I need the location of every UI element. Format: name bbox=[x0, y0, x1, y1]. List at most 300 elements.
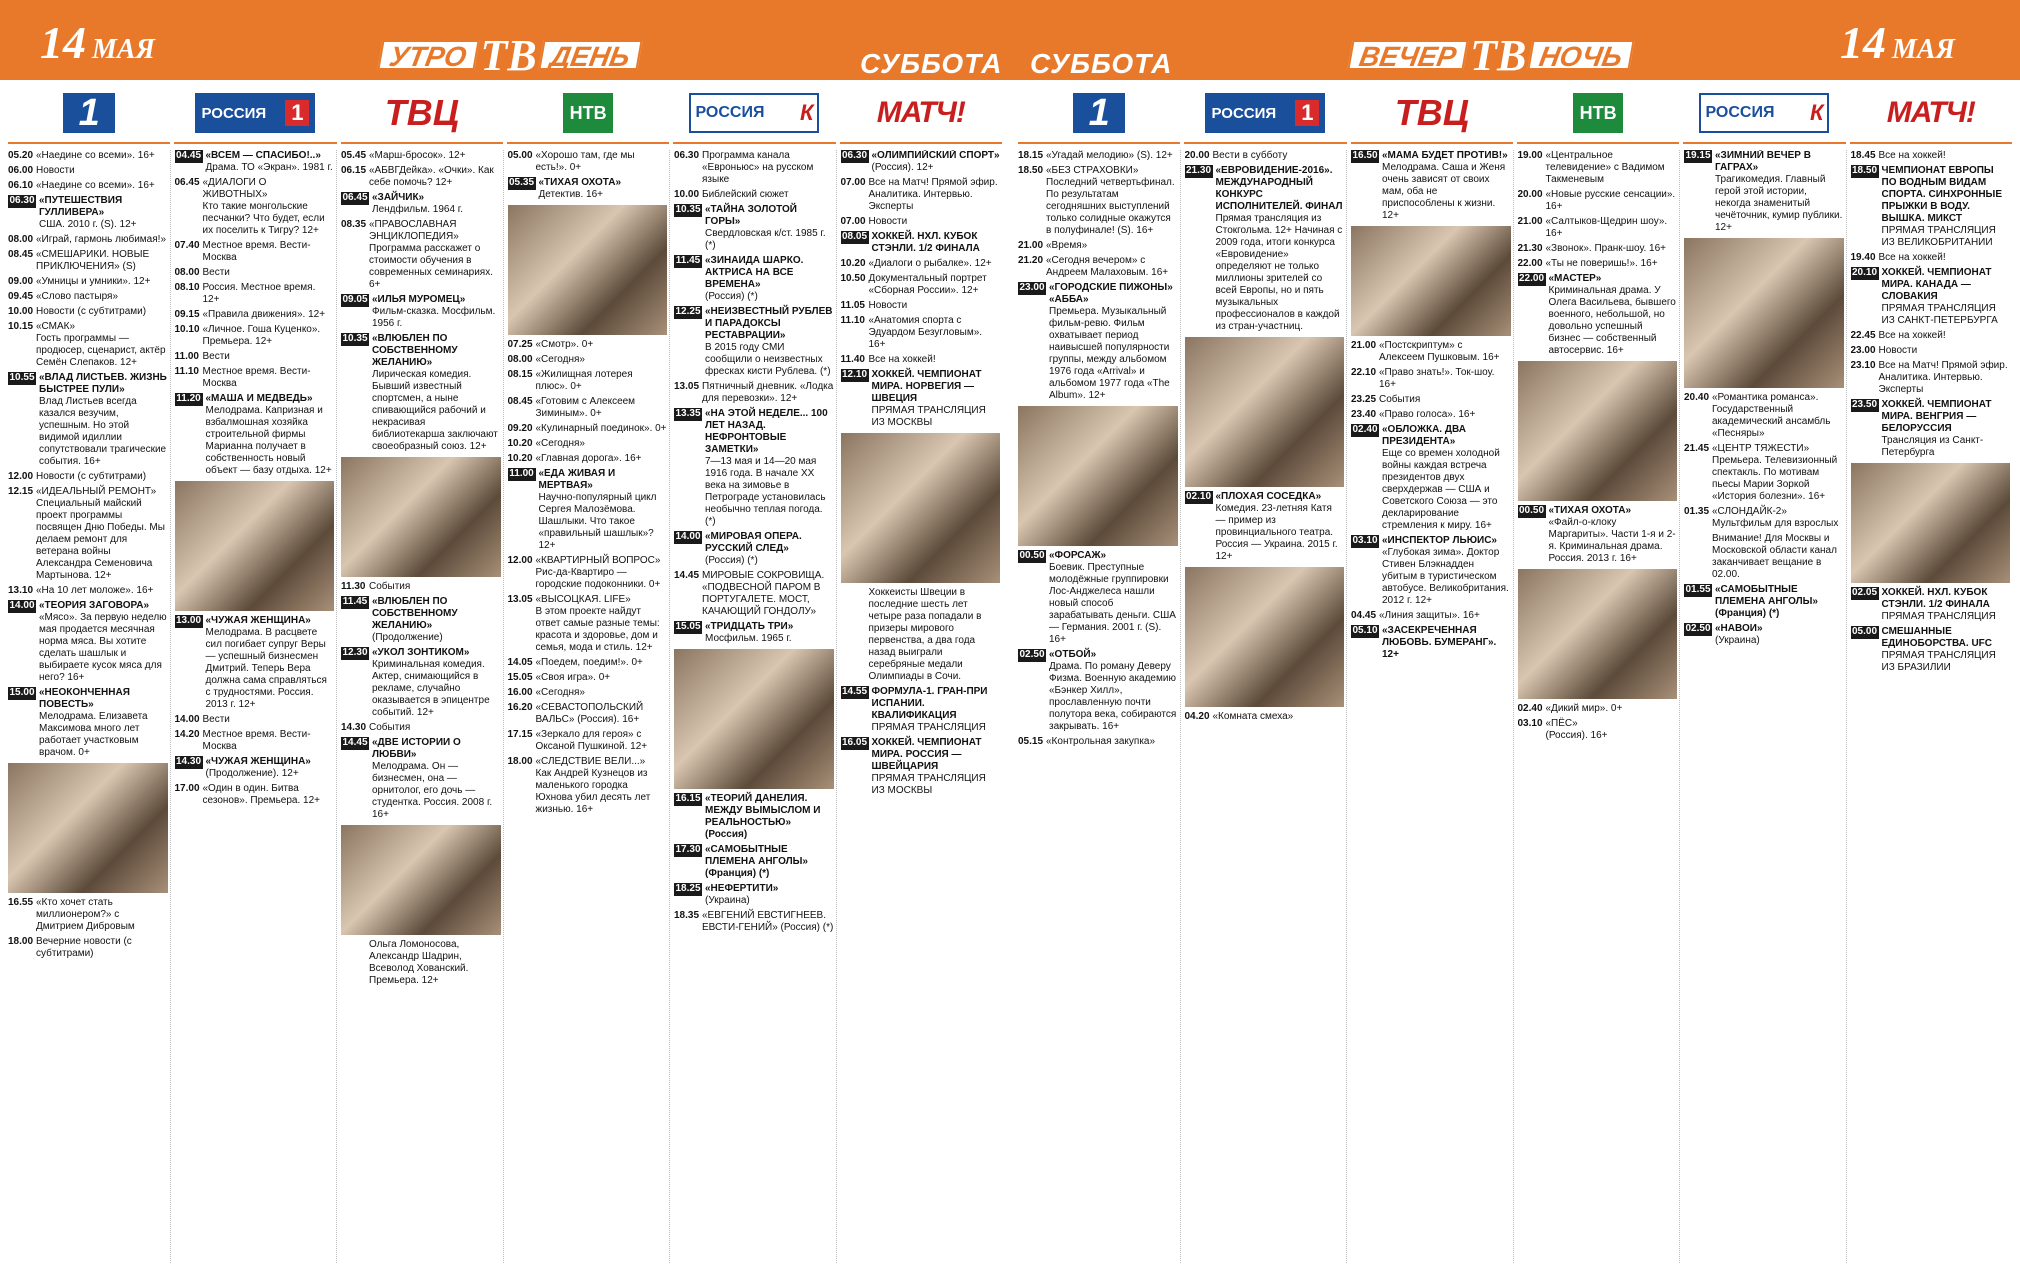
program-title: «НЕОКОНЧЕННАЯ ПОВЕСТЬ» bbox=[39, 687, 130, 710]
program-time: 11.10 bbox=[174, 366, 199, 377]
program-entry bbox=[8, 150, 168, 162]
program-title: «СЕВАСТОПОЛЬСКИЙ ВАЛЬС» (Россия). 16+ bbox=[535, 702, 644, 725]
program-title: Вести bbox=[202, 351, 230, 362]
program-entry bbox=[1018, 736, 1178, 748]
program-title: «Личное. Гоша Куценко». Премьера. 12+ bbox=[202, 324, 321, 347]
program-description: 7—13 мая и 14—20 мая 1916 года. В начале XX века на зимовье в Петрограде установилась необычно теплая погода. (*) bbox=[705, 456, 826, 527]
weekday: СУББОТА bbox=[1030, 48, 1173, 79]
program-info bbox=[36, 321, 168, 369]
program-time: 14.30 bbox=[175, 756, 202, 767]
program-description: Свердловская к/ст. 1985 г. (*) bbox=[705, 228, 826, 251]
program-photo bbox=[1684, 238, 1844, 388]
program-time: 06.15 bbox=[341, 165, 367, 176]
program-description: (Россия) (*) bbox=[705, 291, 758, 302]
program-info bbox=[1715, 584, 1844, 620]
program-time: 09.05 bbox=[342, 294, 368, 305]
program-entry bbox=[841, 300, 1001, 312]
program-description: Прямая трансляция из Стокгольма. 12+ Начиная с 2009 года, итоги конкурса «Евровидение» определяют не только миллионы зрителей со всей Европы, но и пять музыкальных профессионалов в каждой из стран-участниц. bbox=[1215, 213, 1343, 332]
program-title: Внимание! Для Москвы и Московской области канал заканчивает вещание в 02.00. bbox=[1712, 533, 1837, 580]
program-info bbox=[1712, 533, 1844, 581]
program-info bbox=[36, 150, 168, 162]
program-time: 14.20 bbox=[174, 729, 200, 740]
program-time: 11.00 bbox=[174, 351, 199, 362]
program-entry bbox=[341, 939, 501, 987]
program-title: «Ты не поверишь!». 16+ bbox=[1545, 258, 1658, 269]
program-photo bbox=[508, 205, 668, 335]
program-entry bbox=[1185, 165, 1345, 333]
program-entry bbox=[841, 686, 1001, 734]
program-info bbox=[1882, 165, 2011, 249]
program-entry bbox=[1518, 216, 1678, 240]
program-photo bbox=[674, 649, 834, 789]
program-entry bbox=[674, 793, 834, 841]
program-title: ХОККЕЙ. ЧЕМПИОНАТ МИРА. КАНАДА — СЛОВАКИЯ bbox=[1881, 267, 1992, 302]
program-info bbox=[1379, 394, 1511, 406]
program-title: События bbox=[369, 581, 411, 592]
program-info bbox=[36, 897, 168, 933]
program-entry bbox=[841, 216, 1001, 228]
program-entry bbox=[841, 737, 1001, 797]
program-title: «ПЛОХАЯ СОСЕДКА» bbox=[1215, 491, 1322, 502]
program-entry bbox=[508, 177, 668, 201]
schedule-columns bbox=[1016, 150, 2014, 1263]
program-photo bbox=[1518, 569, 1678, 699]
program-entry bbox=[508, 396, 668, 420]
program-time: 19.40 bbox=[1850, 252, 1876, 263]
program-title: «ЧУЖАЯ ЖЕНЩИНА» bbox=[205, 615, 311, 626]
program-title: «Поедем, поедим!». 0+ bbox=[535, 657, 643, 668]
program-title: Новости bbox=[36, 165, 75, 176]
program-title: «Кулинарный поединок». 0+ bbox=[535, 423, 667, 434]
program-info bbox=[1546, 703, 1678, 715]
program-title: «Время» bbox=[1046, 240, 1088, 251]
program-entry bbox=[674, 883, 834, 907]
program-title: «КВАРТИРНЫЙ ВОПРОС» bbox=[535, 555, 661, 566]
program-time: 10.20 bbox=[507, 438, 533, 449]
program-entry bbox=[841, 273, 1001, 297]
program-title: «Постскриптум» с Алексеем Пушковым. 16+ bbox=[1379, 340, 1500, 363]
program-time: 10.10 bbox=[174, 324, 200, 335]
program-description: Мелодрама. Саша и Женя очень зависят от своих мам, оба не приспособлены к жизни. 12+ bbox=[1382, 162, 1506, 221]
program-time: 05.00 bbox=[507, 150, 533, 161]
program-time: 07.25 bbox=[507, 339, 533, 350]
program-info bbox=[203, 240, 335, 264]
program-description: Мелодрама. Он — бизнесмен, она — орнитолог, его дочь — студентка. Россия. 2008 г. 16+ bbox=[372, 761, 493, 820]
program-time: 10.20 bbox=[507, 453, 533, 464]
program-entry bbox=[508, 687, 668, 699]
program-entry bbox=[841, 150, 1001, 174]
program-title: «ТИХАЯ ОХОТА» bbox=[1548, 505, 1632, 516]
program-entry bbox=[1684, 506, 1844, 530]
program-time: 15.00 bbox=[9, 687, 35, 698]
program-entry bbox=[674, 570, 834, 618]
program-time: 05.15 bbox=[1018, 736, 1044, 747]
program-info bbox=[702, 189, 834, 201]
channel-tvc-logo: ТВЦ bbox=[384, 92, 459, 133]
program-time: 05.35 bbox=[508, 177, 535, 188]
channel-match-logo: МАТЧ! bbox=[876, 96, 965, 129]
program-info bbox=[1712, 443, 1844, 503]
program-title: Программа канала «Евроньюс» на русском языке bbox=[702, 150, 814, 185]
channel-column bbox=[8, 150, 171, 1263]
program-time: 12.10 bbox=[841, 369, 868, 380]
program-description: Специальный майский проект программы посвящен Дню Победы. Мы делаем ремонт для ветерана войны Александра Семеновича Мартынова. 12+ bbox=[36, 498, 165, 581]
program-title: «Готовим с Алексеем Зиминым». 0+ bbox=[535, 396, 636, 419]
program-entry bbox=[8, 897, 168, 933]
program-entry bbox=[175, 756, 335, 780]
header-bar bbox=[0, 0, 1010, 80]
program-title: «Комната смеха» bbox=[1212, 711, 1294, 722]
program-entry bbox=[341, 596, 501, 644]
program-time: 14.05 bbox=[507, 657, 533, 668]
program-entry bbox=[1018, 255, 1178, 279]
program-title: «Звонок». Пранк-шоу. 16+ bbox=[1545, 243, 1666, 254]
program-time: 07.00 bbox=[840, 177, 866, 188]
program-time: 23.00 bbox=[1019, 282, 1045, 293]
program-time: 06.30 bbox=[841, 150, 868, 161]
program-title: «Салтыков-Щедрин шоу». 16+ bbox=[1545, 216, 1668, 239]
program-info bbox=[203, 324, 335, 348]
program-photo bbox=[175, 481, 335, 611]
program-description: Рис-да-Квартиро — городские подоконники. 0+ bbox=[535, 567, 661, 590]
program-description: ПРЯМАЯ ТРАНСЛЯЦИЯ ИЗ МОСКВЫ bbox=[871, 405, 986, 428]
program-title: «МАМА БУДЕТ ПРОТИВ!» bbox=[1382, 150, 1508, 161]
program-entry bbox=[1684, 150, 1844, 234]
program-time: 08.10 bbox=[174, 282, 200, 293]
program-entry bbox=[508, 150, 668, 174]
program-title: «Угадай мелодию» (S). 12+ bbox=[1046, 150, 1173, 161]
program-info bbox=[203, 783, 335, 807]
program-time: 21.20 bbox=[1018, 255, 1044, 266]
program-info bbox=[1879, 150, 2011, 162]
program-description: «Файл-о-клоку Маргариты». Части 1-я и 2-я. Криминальная драма. Россия. 2013 г. 16+ bbox=[1548, 517, 1676, 564]
program-info bbox=[36, 165, 168, 177]
program-title: События bbox=[369, 722, 411, 733]
program-info bbox=[36, 936, 168, 960]
program-description: (Россия) (*) bbox=[705, 555, 758, 566]
program-time: 15.05 bbox=[507, 672, 533, 683]
program-title: СМЕШАННЫЕ ЕДИНОБОРСТВА. UFC bbox=[1881, 626, 1993, 649]
program-entry bbox=[1851, 345, 2011, 357]
program-info bbox=[1216, 165, 1345, 333]
program-photo bbox=[1185, 567, 1345, 707]
program-entry bbox=[175, 150, 335, 174]
program-time: 11.45 bbox=[342, 596, 368, 607]
program-entry bbox=[175, 393, 335, 477]
program-info bbox=[872, 231, 1001, 255]
program-entry bbox=[341, 581, 501, 593]
program-title: «ВЛАД ЛИСТЬЕВ. ЖИЗНЬ БЫСТРЕЕ ПУЛИ» bbox=[39, 372, 167, 395]
program-info bbox=[1382, 424, 1511, 532]
program-entry bbox=[1851, 165, 2011, 249]
program-title: «ВЛЮБЛЕН ПО СОБСТВЕННОМУ ЖЕЛАНИЮ» bbox=[372, 596, 458, 631]
program-time: 20.00 bbox=[1184, 150, 1210, 161]
program-title: «ЗАЙЧИК» bbox=[372, 192, 425, 203]
program-info bbox=[1549, 505, 1678, 565]
program-title: «ИДЕАЛЬНЫЙ РЕМОНТ» bbox=[36, 486, 157, 497]
program-info bbox=[36, 471, 168, 483]
program-entry bbox=[1018, 165, 1178, 237]
program-description: ПРЯМАЯ ТРАНСЛЯЦИЯ bbox=[1881, 611, 1996, 622]
program-time: 18.35 bbox=[674, 910, 700, 921]
program-title: «Своя игра». 0+ bbox=[535, 672, 611, 683]
program-info bbox=[39, 687, 168, 759]
program-time: 02.40 bbox=[1517, 703, 1543, 714]
program-entry bbox=[175, 177, 335, 237]
program-time: 16.00 bbox=[507, 687, 533, 698]
program-title: «Марш-бросок». 12+ bbox=[369, 150, 466, 161]
program-title: «ЗИНАИДА ШАРКО. АКТРИСА НА ВСЕ ВРЕМЕНА» bbox=[705, 255, 804, 290]
program-time: 07.40 bbox=[174, 240, 200, 251]
program-entry bbox=[1851, 330, 2011, 342]
program-time: 04.45 bbox=[1351, 610, 1377, 621]
program-description: Драма. ТО «Экран». 1981 г. bbox=[205, 162, 333, 173]
program-time: 02.10 bbox=[1185, 491, 1212, 502]
program-description: Мосфильм. 1965 г. bbox=[705, 633, 792, 644]
program-time: 04.20 bbox=[1184, 711, 1210, 722]
program-time: 14.00 bbox=[9, 600, 35, 611]
program-description: Премьера. Музыкальный фильм-ревю. Фильм охватывает период наивысшей популярности группы, между альбомом 1976 года «Arrival» и альбомом 1977 года «The Album». 12+ bbox=[1049, 306, 1170, 401]
program-photo bbox=[1185, 337, 1345, 487]
program-time: 08.00 bbox=[174, 267, 200, 278]
program-info bbox=[1379, 610, 1511, 622]
program-entry bbox=[1185, 491, 1345, 563]
program-info bbox=[536, 396, 668, 420]
program-entry bbox=[1018, 240, 1178, 252]
program-title: Россия. Местное время. 12+ bbox=[202, 282, 316, 305]
program-description: «Глубокая зима». Доктор Стивен Блэкнадден убитым в туристическом автобусе. Великобритания. 2012 г. 12+ bbox=[1382, 547, 1509, 606]
program-info bbox=[1049, 649, 1178, 733]
program-info bbox=[705, 531, 834, 567]
program-info bbox=[705, 408, 834, 528]
program-info bbox=[705, 793, 834, 841]
program-time: 15.05 bbox=[675, 621, 701, 632]
program-description: ПРЯМАЯ ТРАНСЛЯЦИЯ ИЗ БРАЗИЛИИ bbox=[1881, 650, 1996, 673]
program-description: Мелодрама. Капризная и взбалмошная хозяйка строительной фирмы Марианна получает в собственность новый объект — базу отдыха. 12+ bbox=[205, 405, 332, 476]
program-description: Трансляция из Санкт-Петербурга bbox=[1881, 435, 1984, 458]
program-title: «ЕДА ЖИВАЯ И МЕРТВАЯ» bbox=[538, 468, 616, 491]
program-time: 11.05 bbox=[840, 300, 865, 311]
program-time: 08.00 bbox=[507, 354, 533, 365]
program-entry bbox=[8, 936, 168, 960]
program-description: США. 2010 г. (S). 12+ bbox=[39, 219, 137, 230]
program-description: (Продолжение) bbox=[372, 632, 443, 643]
program-time: 11.40 bbox=[840, 354, 865, 365]
program-title: «Кто хочет стать миллионером?» с Дмитрием Дибровым bbox=[36, 897, 135, 932]
program-time: 10.15 bbox=[8, 321, 34, 332]
program-info bbox=[372, 333, 501, 453]
program-time: 12.25 bbox=[675, 306, 701, 317]
program-description: «Мясо». За первую неделю мая продается месячная норма мяса. Вы хотите сделать шашлык и выбираете кусок мяса для него? 16+ bbox=[39, 612, 167, 683]
program-title: Все на хоккей! bbox=[1878, 150, 1946, 161]
program-info bbox=[39, 600, 168, 684]
program-info bbox=[869, 258, 1001, 270]
program-time: 23.40 bbox=[1351, 409, 1377, 420]
channel-1-logo: 1 bbox=[63, 93, 115, 133]
program-entry bbox=[175, 729, 335, 753]
channel-match-logo: МАТЧ! bbox=[1886, 96, 1975, 129]
program-info bbox=[203, 267, 335, 279]
program-time: 06.10 bbox=[8, 180, 34, 191]
program-entry bbox=[1851, 587, 2011, 623]
program-info bbox=[203, 282, 335, 306]
program-entry bbox=[1351, 424, 1511, 532]
program-info bbox=[702, 381, 834, 405]
program-time: 02.40 bbox=[1352, 424, 1378, 435]
program-description: Трагикомедия. Главный герой этой истории, некогда знаменитый чечёточник, кумир публики. 12+ bbox=[1715, 174, 1843, 233]
program-info bbox=[1712, 392, 1844, 440]
program-title: «Сегодня вечером» с Андреем Малаховым. 16+ bbox=[1046, 255, 1169, 278]
program-time: 08.15 bbox=[507, 369, 533, 380]
program-title: «Сегодня» bbox=[535, 687, 585, 698]
program-info bbox=[1382, 535, 1511, 607]
program-time: 11.20 bbox=[176, 393, 201, 404]
program-time: 06.45 bbox=[342, 192, 368, 203]
program-photo bbox=[1518, 361, 1678, 501]
program-info bbox=[1046, 736, 1178, 748]
program-title: Все на хоккей! bbox=[1878, 330, 1946, 341]
program-time: 02.50 bbox=[1685, 623, 1711, 634]
program-title: Новости bbox=[868, 300, 908, 311]
program-time: 13.35 bbox=[675, 408, 701, 419]
program-time: 01.35 bbox=[1684, 506, 1710, 517]
program-photo bbox=[1351, 226, 1511, 336]
program-time: 23.25 bbox=[1351, 394, 1377, 405]
program-time: 17.00 bbox=[174, 783, 200, 794]
channel-russia-k-logo: РОССИЯ К bbox=[1699, 93, 1829, 133]
program-title: Местное время. Вести-Москва bbox=[202, 366, 311, 389]
program-time: 20.40 bbox=[1684, 392, 1710, 403]
program-info bbox=[869, 315, 1001, 351]
program-title: Вести в субботу bbox=[1212, 150, 1288, 161]
program-title: «Контрольная закупка» bbox=[1046, 736, 1156, 747]
program-title: «ЗАСЕКРЕЧЕННАЯ ЛЮБОВЬ. БУМЕРАНГ». 12+ bbox=[1382, 625, 1497, 660]
program-title: «ОЛИМПИЙСКИЙ СПОРТ» bbox=[871, 150, 1000, 161]
program-entry bbox=[1684, 533, 1844, 581]
program-time: 22.00 bbox=[1517, 258, 1543, 269]
program-entry bbox=[8, 585, 168, 597]
program-entry bbox=[508, 702, 668, 726]
program-title: «Линия защиты». 16+ bbox=[1379, 610, 1480, 621]
program-entry bbox=[508, 339, 668, 351]
program-info bbox=[369, 722, 501, 734]
program-entry bbox=[674, 255, 834, 303]
program-description: Последний четвертьфинал. По результатам сегодняшних выступлений только солидные окажутся в полуфинале! (S). 16+ bbox=[1046, 177, 1175, 236]
program-description: Криминальная комедия. Актер, снимающийся в рекламе, случайно оказывается в эпицентре событий. 12+ bbox=[372, 659, 490, 718]
channel-column bbox=[1351, 150, 1514, 1263]
program-info bbox=[36, 234, 168, 246]
program-time: 12.30 bbox=[342, 647, 368, 658]
program-info bbox=[1046, 165, 1178, 237]
program-time: 10.35 bbox=[675, 204, 701, 215]
program-description: Как Андрей Кузнецов из маленького городка Юхнова убил десять лет жизнью. 16+ bbox=[535, 768, 651, 815]
program-time bbox=[341, 939, 369, 987]
program-info bbox=[536, 756, 668, 816]
program-title: «ИНСПЕКТОР ЛЬЮИС» bbox=[1382, 535, 1497, 546]
program-title: «НЕИЗВЕСТНЫЙ РУБЛЕВ И ПАРАДОКСЫ РЕСТАВРАЦИИ» bbox=[705, 306, 833, 341]
program-title: Документальный портрет «Сборная России». 12+ bbox=[868, 273, 987, 296]
program-info bbox=[1046, 150, 1178, 162]
program-time: 10.00 bbox=[8, 306, 34, 317]
program-info bbox=[1382, 625, 1511, 661]
program-time: 21.00 bbox=[1018, 240, 1044, 251]
program-time: 03.10 bbox=[1517, 718, 1543, 729]
program-description: Фильм-сказка. Мосфильм. 1956 г. bbox=[372, 306, 496, 329]
program-time: 08.45 bbox=[507, 396, 533, 407]
program-title: Новости bbox=[1878, 345, 1918, 356]
program-time: 03.10 bbox=[1352, 535, 1378, 546]
program-info bbox=[536, 438, 668, 450]
program-info bbox=[536, 702, 668, 726]
program-info bbox=[203, 366, 335, 390]
program-time: 08.35 bbox=[341, 219, 367, 230]
program-entry bbox=[508, 756, 668, 816]
program-time: 05.45 bbox=[341, 150, 367, 161]
program-description: (Россия). 12+ bbox=[871, 162, 934, 173]
program-title: Вести bbox=[202, 267, 230, 278]
program-info bbox=[536, 339, 668, 351]
program-title: МИРОВЫЕ СОКРОВИЩА. «ПОДВЕСНОЙ ПАРОМ В ПОРТУГАЛЕТЕ. МОСТ, КАЧАЮЩИЙ ГОНДОЛУ» bbox=[702, 570, 825, 617]
program-info bbox=[872, 737, 1001, 797]
program-info bbox=[869, 587, 1001, 683]
program-info bbox=[1882, 399, 2011, 459]
program-title: «Один в один. Битва сезонов». Премьера. 12+ bbox=[202, 783, 320, 806]
program-entry bbox=[8, 486, 168, 582]
program-entry bbox=[508, 369, 668, 393]
program-info bbox=[536, 729, 668, 753]
program-entry bbox=[1351, 610, 1511, 622]
program-time: 08.05 bbox=[841, 231, 868, 242]
program-info bbox=[1879, 345, 2011, 357]
program-info bbox=[872, 369, 1001, 429]
program-entry bbox=[8, 234, 168, 246]
program-info bbox=[1046, 240, 1178, 252]
program-info bbox=[869, 300, 1001, 312]
program-time: 18.15 bbox=[1018, 150, 1044, 161]
program-title: «Сегодня» bbox=[535, 354, 585, 365]
program-entry bbox=[1518, 703, 1678, 715]
program-title: «СЛОНДАЙК-2» bbox=[1712, 506, 1787, 517]
channel-russia-k-logo: РОССИЯ К bbox=[689, 93, 819, 133]
program-description: ПРЯМАЯ ТРАНСЛЯЦИЯ ИЗ САНКТ-ПЕТЕРБУРГА bbox=[1881, 303, 1998, 326]
program-entry bbox=[1018, 282, 1178, 402]
channel-column bbox=[1684, 150, 1847, 1263]
program-entry bbox=[1018, 550, 1178, 646]
program-title: «ОТБОЙ» bbox=[1049, 649, 1097, 660]
program-title: «ЕВГЕНИЙ ЕВСТИГНЕЕВ. ЕВСТИ-ГЕНИЙ» (Россия) (*) bbox=[702, 910, 834, 933]
channel-column bbox=[1851, 150, 2013, 1263]
program-time: 13.10 bbox=[8, 585, 34, 596]
program-title: ХОККЕЙ. ЧЕМПИОНАТ МИРА. НОРВЕГИЯ — ШВЕЦИЯ bbox=[871, 369, 982, 404]
program-entry bbox=[175, 267, 335, 279]
program-entry bbox=[1351, 409, 1511, 421]
program-time: 23.10 bbox=[1850, 360, 1876, 371]
program-info bbox=[1379, 367, 1511, 391]
program-entry bbox=[1351, 150, 1511, 222]
program-entry bbox=[841, 231, 1001, 255]
program-title: ЧЕМПИОНАТ ЕВРОПЫ ПО ВОДНЫМ ВИДАМ СПОРТА. СИНХРОННЫЕ ПРЫЖКИ В ВОДУ. ВЫШКА. МИКСТ bbox=[1881, 165, 2003, 224]
program-time: 00.50 bbox=[1518, 505, 1545, 516]
program-title: Все на Матч! Прямой эфир. Аналитика. Интервью. Эксперты bbox=[868, 177, 998, 212]
program-info bbox=[536, 672, 668, 684]
program-info bbox=[536, 555, 668, 591]
program-info bbox=[1049, 550, 1178, 646]
program-time: 11.10 bbox=[840, 315, 865, 326]
program-title: «Диалоги о рыбалке». 12+ bbox=[868, 258, 992, 269]
program-info bbox=[536, 369, 668, 393]
program-entry bbox=[674, 844, 834, 880]
program-entry bbox=[341, 294, 501, 330]
